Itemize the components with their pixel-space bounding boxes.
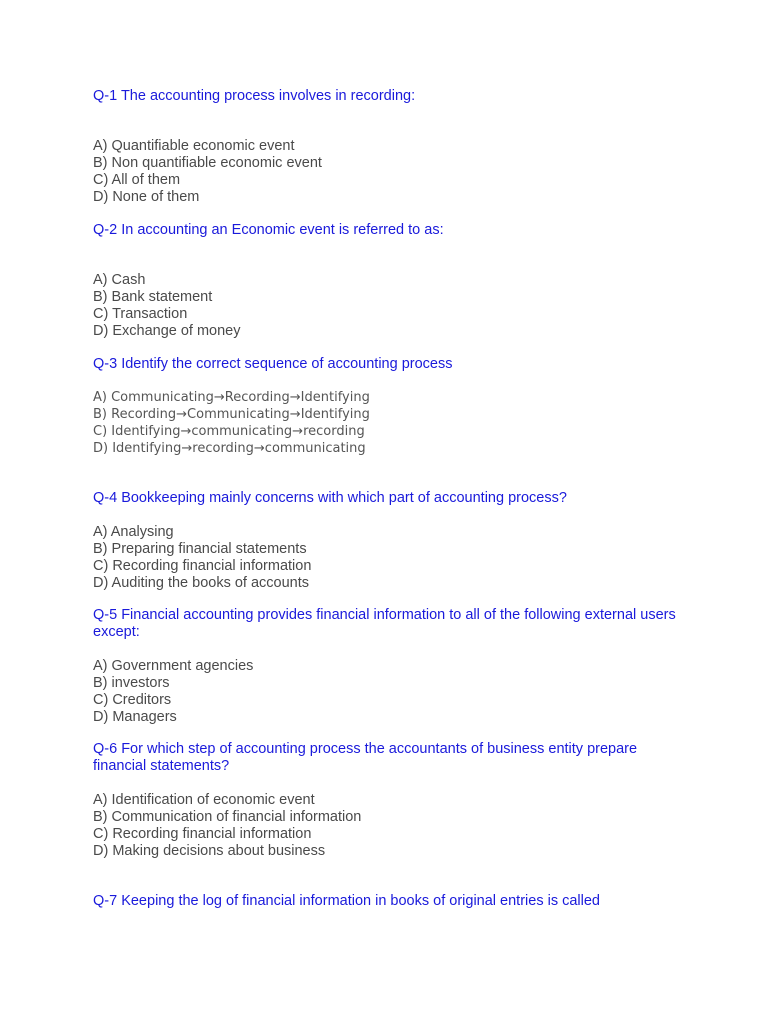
question-4-options [93, 524, 693, 592]
question-2: Q-2 In accounting an Economic event is referred to as: [93, 222, 444, 238]
option-c: C) All of them [93, 172, 181, 188]
option-d: D) Identifying→recording→communicating [93, 441, 366, 456]
option-c: C) Creditors [93, 692, 172, 708]
option-c: C) Recording financial information [93, 558, 312, 574]
option-d: D) Making decisions about business [93, 843, 326, 859]
option-b: B) Preparing financial statements [93, 541, 307, 557]
question-4: Q-4 Bookkeeping mainly concerns with which part of accounting process? [93, 490, 567, 506]
option-c: C) Transaction [93, 306, 188, 322]
option-d: D) Exchange of money [93, 323, 241, 339]
option-a: A) Identification of economic event [93, 792, 315, 808]
option-b: B) Bank statement [93, 289, 213, 305]
option-a: A) Government agencies [93, 658, 254, 674]
question-1: Q-1 The accounting process involves in recording: [93, 88, 416, 104]
option-b: B) Recording→Communicating→Identifying [93, 407, 370, 422]
question-5-options [93, 658, 693, 726]
option-c: C) Identifying→communicating→recording [93, 424, 365, 439]
option-a: A) Quantifiable economic event [93, 138, 295, 154]
option-b: B) investors [93, 675, 170, 691]
question-6-options [93, 792, 693, 860]
option-d: D) Managers [93, 709, 177, 725]
option-d: D) None of them [93, 189, 200, 205]
question-3: Q-3 Identify the correct sequence of accounting process [93, 356, 453, 372]
option-b: B) Communication of financial information [93, 809, 362, 825]
option-c: C) Recording financial information [93, 826, 312, 842]
question-6: Q-6 For which step of accounting process the accountants of business entity prepare financial statements? [93, 741, 638, 774]
question-2-options [93, 272, 693, 340]
question-5: Q-5 Financial accounting provides financial information to all of the following external users except: [93, 607, 676, 640]
question-7: Q-7 Keeping the log of financial information in books of original entries is called [93, 893, 600, 909]
option-a: A) Analysing [93, 524, 174, 540]
question-3-options [93, 389, 693, 457]
question-1-options [93, 138, 693, 206]
option-a: A) Cash [93, 272, 146, 288]
option-d: D) Auditing the books of accounts [93, 575, 310, 591]
option-a: A) Communicating→Recording→Identifying [93, 390, 370, 405]
option-b: B) Non quantifiable economic event [93, 155, 322, 171]
